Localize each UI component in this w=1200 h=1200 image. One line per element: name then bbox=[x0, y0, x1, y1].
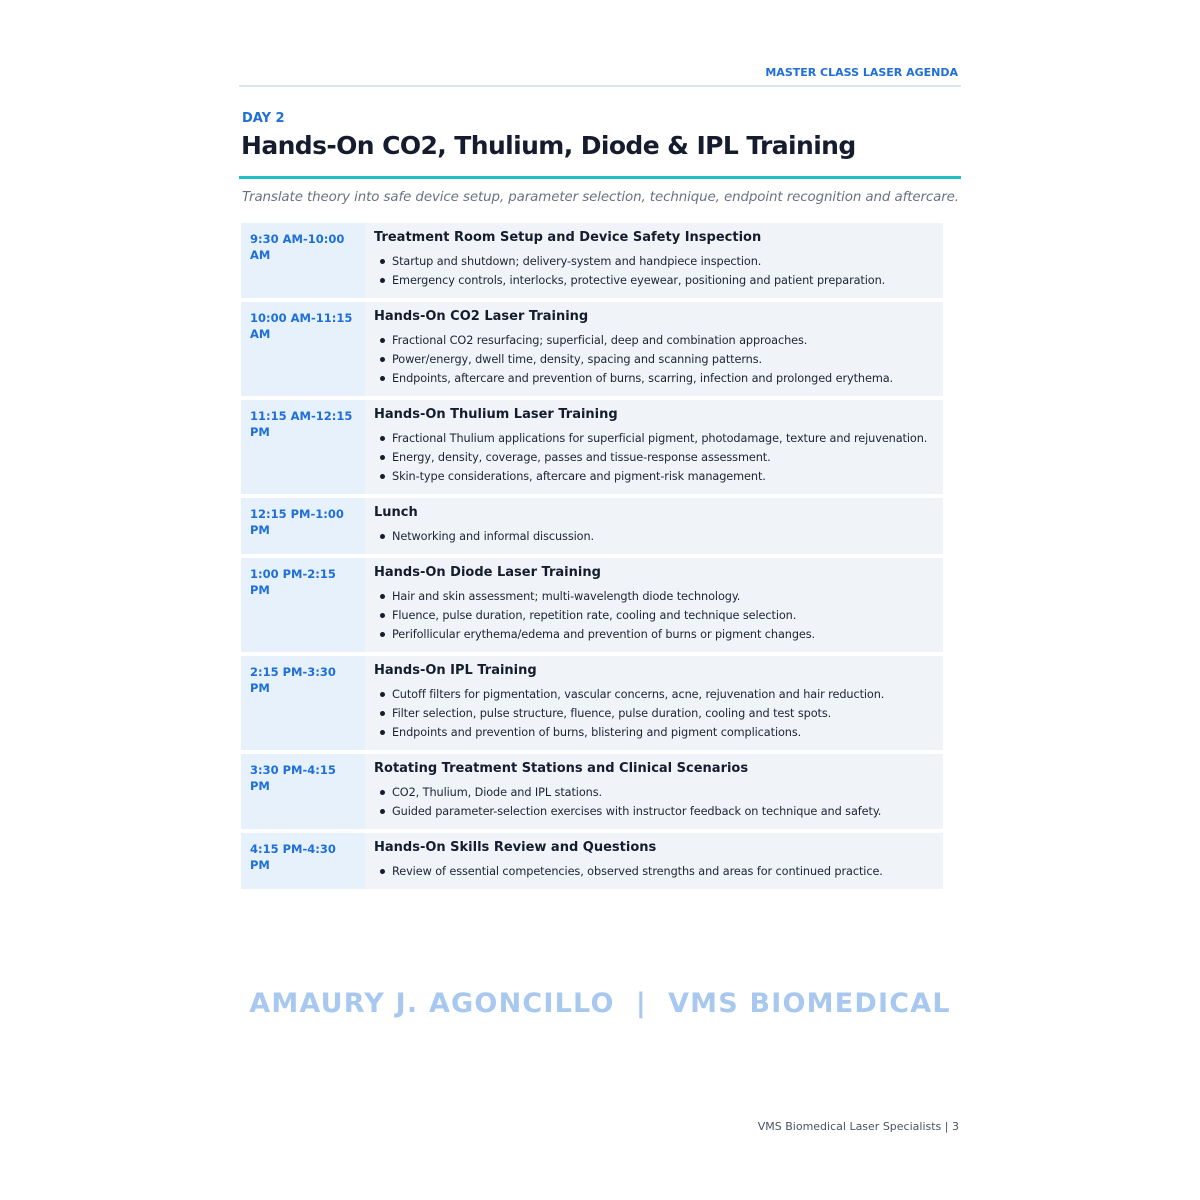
agenda-row bbox=[241, 754, 943, 829]
session-content bbox=[365, 223, 943, 298]
session-time: 10:00 AM-11:15 AM bbox=[241, 302, 365, 396]
session-content bbox=[365, 400, 943, 494]
bullet-text: Cutoff filters for pigmentation, vascular concerns, acne, rejuvenation and hair reduction. bbox=[392, 688, 885, 701]
bullet-icon bbox=[380, 455, 385, 460]
agenda-row bbox=[241, 498, 943, 554]
bullet-text: Review of essential competencies, observed strengths and areas for continued practice. bbox=[392, 865, 883, 878]
bullet-item bbox=[374, 783, 933, 802]
bullet-icon bbox=[380, 632, 385, 637]
title-divider bbox=[239, 176, 961, 179]
page-subtitle: Translate theory into safe device setup, parameter selection, technique, endpoint recognition and aftercare. bbox=[242, 190, 959, 205]
session-content bbox=[365, 558, 943, 652]
bullet-text: Guided parameter-selection exercises with instructor feedback on technique and safety. bbox=[392, 805, 882, 818]
session-title: Hands-On Thulium Laser Training bbox=[374, 407, 618, 422]
agenda-table bbox=[241, 223, 943, 889]
bullet-icon bbox=[380, 259, 385, 264]
session-content bbox=[365, 656, 943, 750]
session-content bbox=[365, 833, 943, 889]
bullet-item bbox=[374, 704, 933, 723]
session-title: Hands-On CO2 Laser Training bbox=[374, 309, 589, 324]
session-bullets bbox=[374, 587, 933, 644]
bullet-icon bbox=[380, 436, 385, 441]
session-title: Treatment Room Setup and Device Safety Inspection bbox=[374, 230, 762, 245]
agenda-row bbox=[241, 400, 943, 494]
bullet-text: Power/energy, dwell time, density, spacing and scanning patterns. bbox=[392, 353, 763, 366]
bullet-item bbox=[374, 369, 933, 388]
bullet-icon bbox=[380, 278, 385, 283]
bullet-item bbox=[374, 625, 933, 644]
bullet-item bbox=[374, 252, 933, 271]
session-content bbox=[365, 302, 943, 396]
bullet-item bbox=[374, 587, 933, 606]
session-time: 11:15 AM-12:15 PM bbox=[241, 400, 365, 494]
bullet-text: Emergency controls, interlocks, protective eyewear, positioning and patient preparation. bbox=[392, 274, 886, 287]
session-bullets bbox=[374, 685, 933, 742]
bullet-text: Fractional Thulium applications for superficial pigment, photodamage, texture and rejuvenation. bbox=[392, 432, 928, 445]
bullet-text: Fluence, pulse duration, repetition rate, cooling and technique selection. bbox=[392, 609, 797, 622]
bullet-item bbox=[374, 685, 933, 704]
session-content bbox=[365, 754, 943, 829]
bullet-item bbox=[374, 448, 933, 467]
session-content bbox=[365, 498, 943, 554]
bullet-text: Energy, density, coverage, passes and tissue-response assessment. bbox=[392, 451, 771, 464]
bullet-icon bbox=[380, 711, 385, 716]
bullet-text: Startup and shutdown; delivery-system and handpiece inspection. bbox=[392, 255, 762, 268]
bullet-text: Hair and skin assessment; multi-wavelength diode technology. bbox=[392, 590, 741, 603]
page-title: Hands-On CO2, Thulium, Diode & IPL Training bbox=[241, 131, 856, 160]
session-bullets bbox=[374, 331, 933, 388]
session-time: 2:15 PM-3:30 PM bbox=[241, 656, 365, 750]
bullet-item bbox=[374, 331, 933, 350]
bullet-item bbox=[374, 527, 933, 546]
bullet-icon bbox=[380, 790, 385, 795]
bullet-icon bbox=[380, 376, 385, 381]
session-title: Rotating Treatment Stations and Clinical Scenarios bbox=[374, 761, 749, 776]
bullet-icon bbox=[380, 534, 385, 539]
bullet-text: CO2, Thulium, Diode and IPL stations. bbox=[392, 786, 602, 799]
agenda-row bbox=[241, 558, 943, 652]
bullet-item bbox=[374, 802, 933, 821]
session-time: 4:15 PM-4:30 PM bbox=[241, 833, 365, 889]
bullet-text: Endpoints, aftercare and prevention of burns, scarring, infection and prolonged erythema. bbox=[392, 372, 894, 385]
session-time: 9:30 AM-10:00 AM bbox=[241, 223, 365, 298]
session-time: 1:00 PM-2:15 PM bbox=[241, 558, 365, 652]
session-bullets bbox=[374, 862, 933, 881]
bullet-item bbox=[374, 862, 933, 881]
session-bullets bbox=[374, 252, 933, 290]
watermark: AMAURY J. AGONCILLO | VMS BIOMEDICAL bbox=[249, 988, 951, 1019]
agenda-row bbox=[241, 833, 943, 889]
bullet-icon bbox=[380, 338, 385, 343]
agenda-row bbox=[241, 302, 943, 396]
bullet-text: Networking and informal discussion. bbox=[392, 530, 595, 543]
bullet-item bbox=[374, 606, 933, 625]
session-time: 3:30 PM-4:15 PM bbox=[241, 754, 365, 829]
bullet-icon bbox=[380, 809, 385, 814]
bullet-icon bbox=[380, 594, 385, 599]
session-bullets bbox=[374, 527, 933, 546]
bullet-item bbox=[374, 271, 933, 290]
session-title: Hands-On IPL Training bbox=[374, 663, 537, 678]
bullet-text: Skin-type considerations, aftercare and pigment-risk management. bbox=[392, 470, 766, 483]
bullet-icon bbox=[380, 474, 385, 479]
day-label: DAY 2 bbox=[242, 111, 285, 126]
session-time: 12:15 PM-1:00 PM bbox=[241, 498, 365, 554]
header-label: MASTER CLASS LASER AGENDA bbox=[765, 66, 958, 79]
bullet-icon bbox=[380, 730, 385, 735]
header-divider bbox=[239, 85, 961, 87]
bullet-icon bbox=[380, 357, 385, 362]
page-footer: VMS Biomedical Laser Specialists | 3 bbox=[757, 1120, 959, 1133]
bullet-item bbox=[374, 350, 933, 369]
agenda-row bbox=[241, 656, 943, 750]
bullet-text: Perifollicular erythema/edema and prevention of burns or pigment changes. bbox=[392, 628, 816, 641]
bullet-icon bbox=[380, 869, 385, 874]
session-bullets bbox=[374, 783, 933, 821]
bullet-icon bbox=[380, 692, 385, 697]
session-title: Hands-On Diode Laser Training bbox=[374, 565, 601, 580]
agenda-row bbox=[241, 223, 943, 298]
session-title: Hands-On Skills Review and Questions bbox=[374, 840, 657, 855]
bullet-text: Endpoints and prevention of burns, blistering and pigment complications. bbox=[392, 726, 802, 739]
bullet-icon bbox=[380, 613, 385, 618]
bullet-item bbox=[374, 723, 933, 742]
bullet-text: Fractional CO2 resurfacing; superficial, deep and combination approaches. bbox=[392, 334, 808, 347]
bullet-item bbox=[374, 467, 933, 486]
session-title: Lunch bbox=[374, 505, 418, 520]
session-bullets bbox=[374, 429, 933, 486]
bullet-item bbox=[374, 429, 933, 448]
bullet-text: Filter selection, pulse structure, fluence, pulse duration, cooling and test spots. bbox=[392, 707, 832, 720]
